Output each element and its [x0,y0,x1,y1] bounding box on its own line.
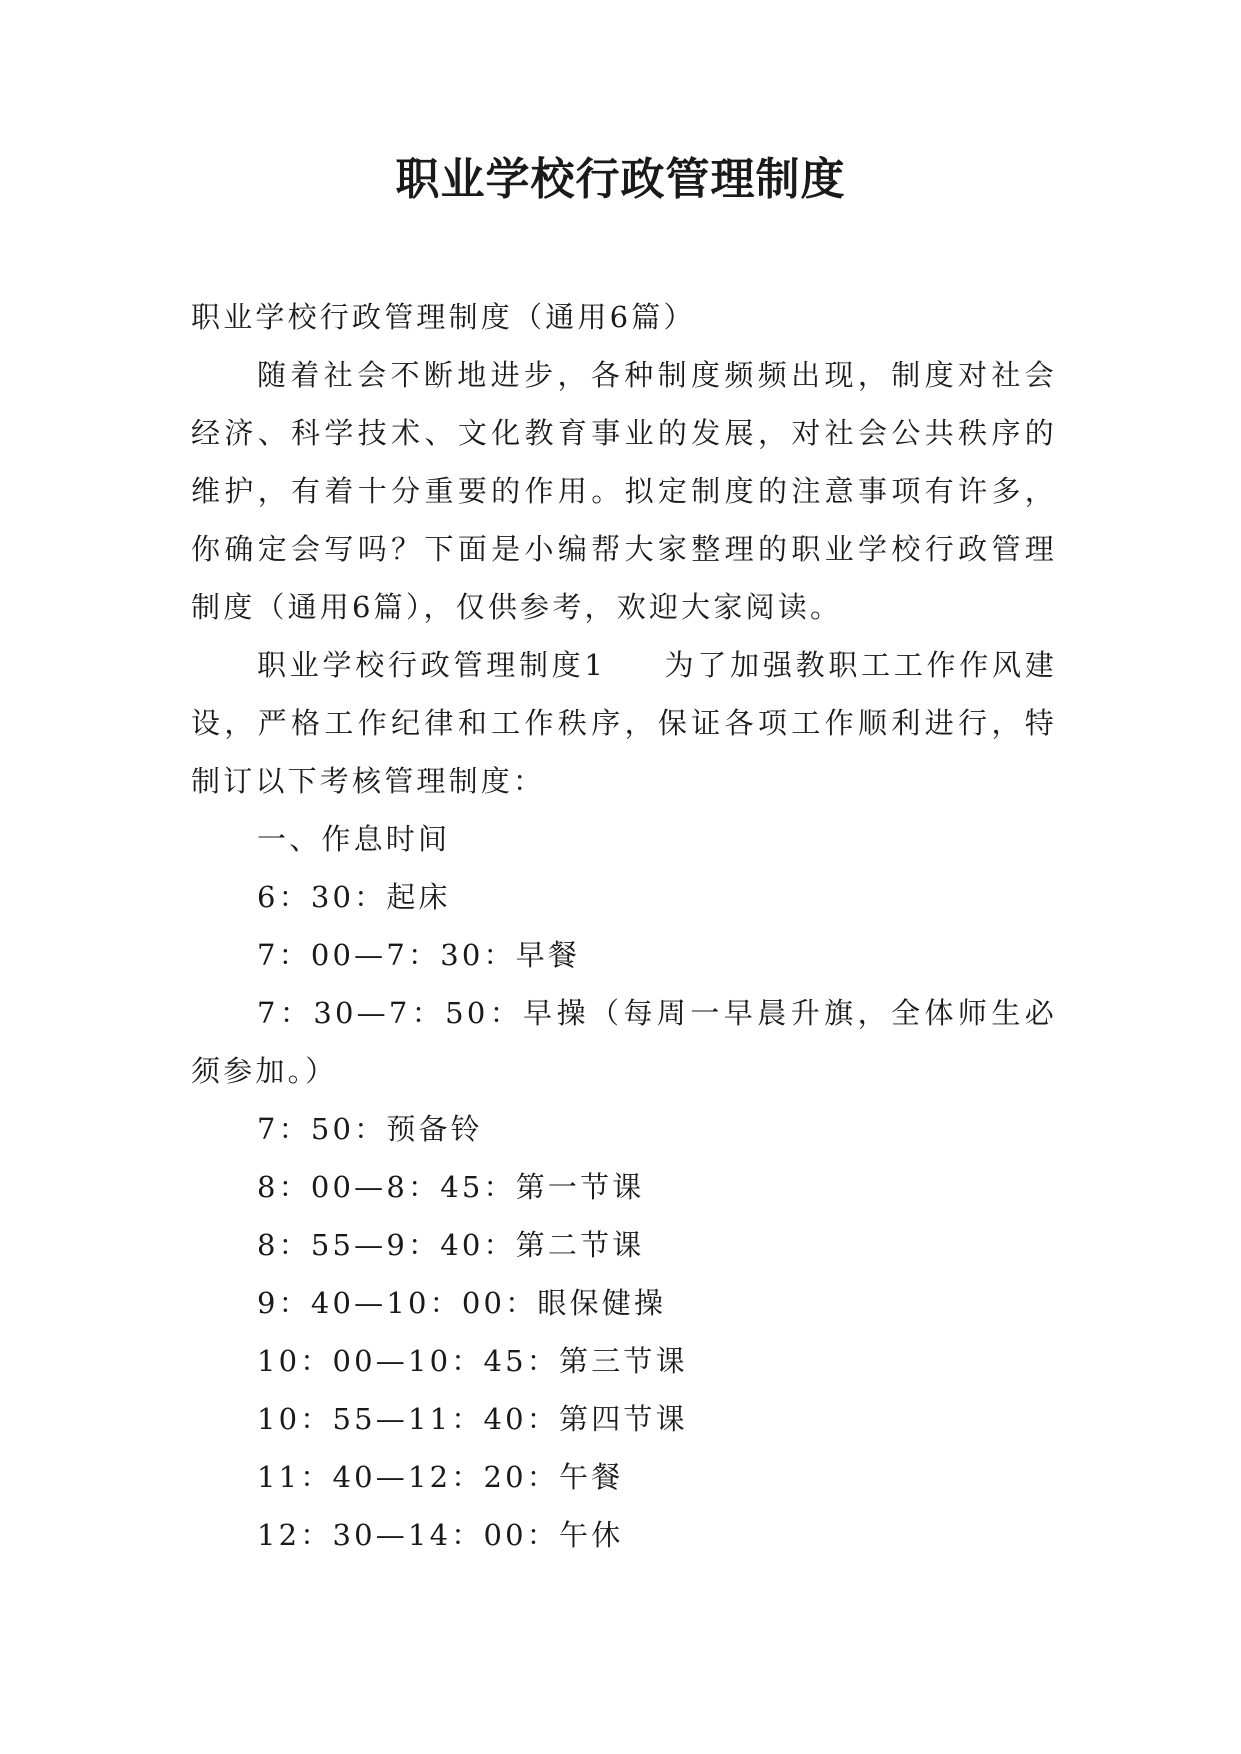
section1-heading: 职业学校行政管理制度1 [257,648,607,682]
schedule-item-wake: 6：30：起床 [257,880,451,914]
schedule-heading: 一、作息时间 [257,822,451,856]
schedule-item-preparatory-bell: 7：50：预备铃 [257,1112,483,1146]
schedule-item-period-1: 8：00—8：45：第一节课 [257,1170,645,1204]
document-subtitle: 职业学校行政管理制度（通用6篇） [191,300,696,334]
schedule-item-nap: 12：30—14：00：午休 [257,1518,624,1552]
schedule-item-period-2: 8：55—9：40：第二节课 [257,1228,645,1262]
section1-text: 为了加强教职工工作作风建设，严格工作纪律和工作秩序，保证各项工作顺利进行，特制订以下考核管理制度： [191,648,1057,798]
intro-paragraph: 随着社会不断地进步，各种制度频频出现，制度对社会经济、科学技术、文化教育事业的发展，对社会公共秩序的维护，有着十分重要的作用。拟定制度的注意事项有许多，你确定会写吗？下面是小编帮大家整理的职业学校行政管理制度（通用6篇），仅供参考，欢迎大家阅读。 [191,358,1057,624]
schedule-item-morning-exercise: 7：30—7：50：早操（每周一早晨升旗，全体师生必须参加。） [191,996,1057,1088]
schedule-item-eye-exercise: 9：40—10：00：眼保健操 [257,1286,667,1320]
schedule-item-period-3: 10：00—10：45：第三节课 [257,1344,688,1378]
section1-paragraph [191,636,1057,810]
document-title: 职业学校行政管理制度 [395,154,846,205]
schedule-item-breakfast: 7：00—7：30：早餐 [257,938,581,972]
schedule-item-period-4: 10：55—11：40：第四节课 [257,1402,688,1436]
document-body [191,288,1057,1564]
schedule-item-lunch: 11：40—12：20：午餐 [257,1460,624,1494]
